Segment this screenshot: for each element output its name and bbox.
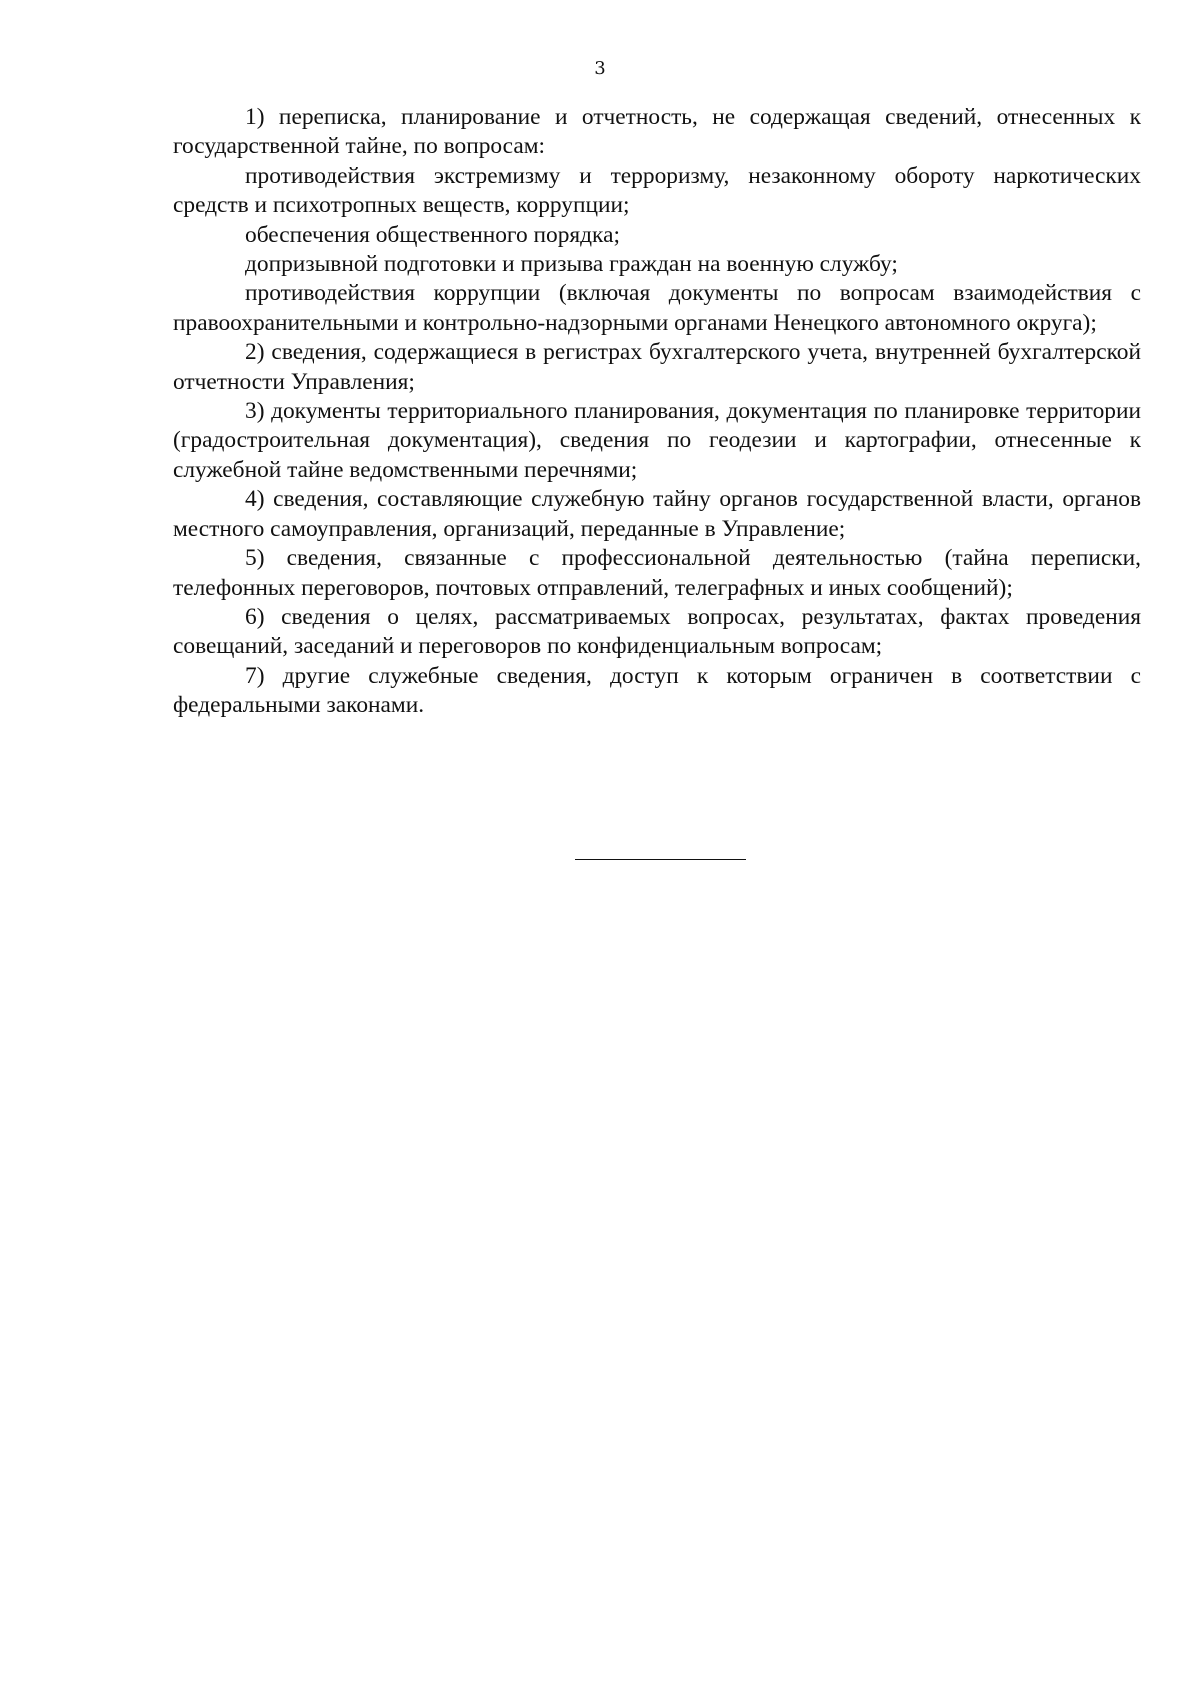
paragraph-military-service: допризывной подготовки и призыва граждан на военную службу;	[245, 251, 898, 278]
end-separator-line	[575, 859, 746, 860]
page-number: 3	[594, 58, 606, 79]
document-body	[173, 103, 1141, 721]
paragraph-item-1: 1) переписка, планирование и отчетность, не содержащая сведений, отнесенных к государственной тайне, по вопросам:	[173, 104, 1141, 160]
paragraph-extremism: противодействия экстремизму и терроризму, незаконному обороту наркотических средств и психотропных веществ, коррупции;	[173, 162, 1141, 219]
paragraph-item-5: 5) сведения, связанные с профессиональной деятельностью (тайна переписки, телефонных переговоров, почтовых отправлений, телеграфных и иных сообщений);	[173, 545, 1141, 601]
paragraph-anti-corruption: противодействия коррупции (включая документы по вопросам взаимодействия с правоохранительными и контрольно-надзорными органами Ненецкого автономного округа);	[173, 280, 1141, 336]
paragraph-item-2: 2) сведения, содержащиеся в регистрах бухгалтерского учета, внутренней бухгалтерской отчетности Управления;	[173, 339, 1141, 395]
paragraph-item-6: 6) сведения о целях, рассматриваемых вопросах, результатах, фактах проведения совещаний, заседаний и переговоров по конфиденциальным вопросам;	[173, 603, 1141, 660]
paragraph-item-7: 7) другие служебные сведения, доступ к которым ограничен в соответствии с федеральными законами.	[173, 662, 1141, 719]
paragraph-item-4: 4) сведения, составляющие служебную тайну органов государственной власти, органов местного самоуправления, организаций, переданные в Управление;	[173, 486, 1141, 542]
paragraph-item-3: 3) документы территориального планирования, документация по планировке территории (градостроительная документация), сведения по геодезии и картографии, отнесенные к служебной тайне ведомственными перечнями;	[173, 398, 1141, 483]
paragraph-public-order: обеспечения общественного порядка;	[245, 221, 620, 248]
